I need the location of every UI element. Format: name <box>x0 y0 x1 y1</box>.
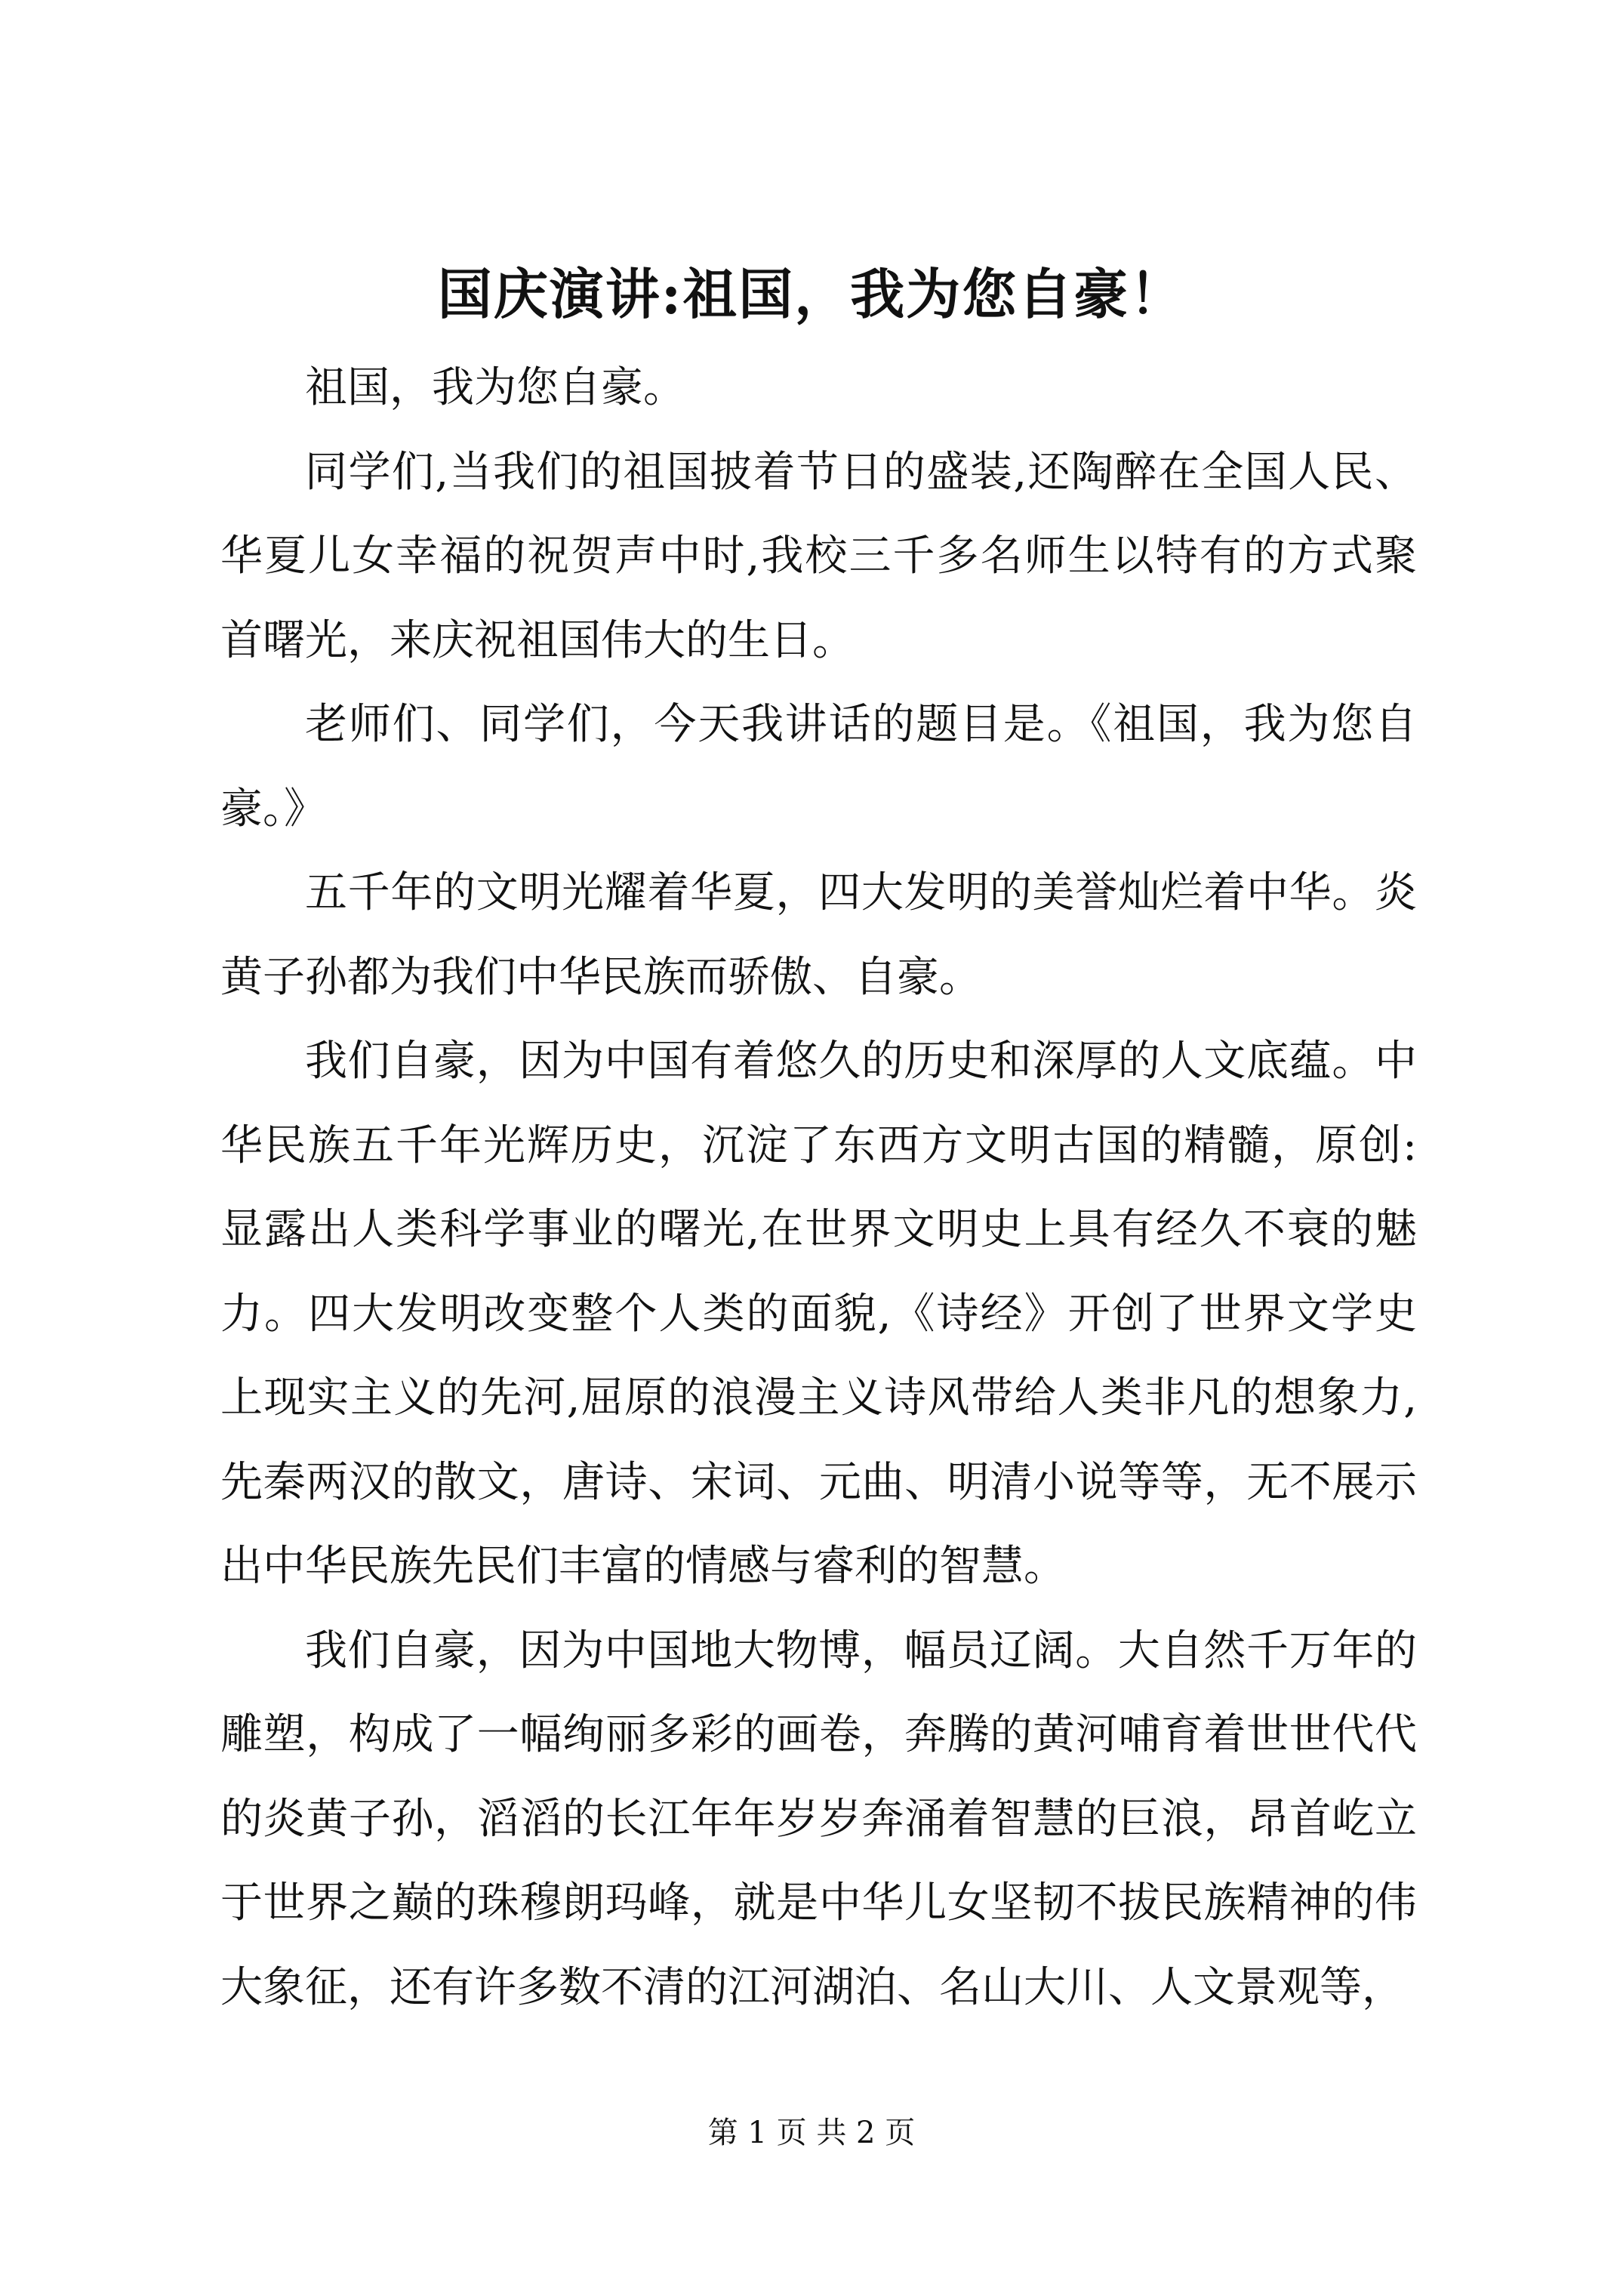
paragraph-1: 祖国，我为您自豪。 <box>305 363 685 412</box>
paragraph-6: 我们自豪，因为中国地大物博，幅员辽阔。大自然千万年的雕塑，构成了一幅绚丽多彩的画卷，奔腾的黄河哺育着世世代代的炎黄子孙，滔滔的长江年年岁岁奔涌着智慧的巨浪，昂首屹立于世界之巅的珠穆朗玛峰，就是中华儿女坚韧不拔民族精神的伟大象征，还有许多数不清的江河湖泊、名山大川、人文景观等， <box>220 1626 1417 2012</box>
page-footer: 第 1 页 共 2 页 <box>707 2116 916 2150</box>
document-body <box>220 346 1417 2029</box>
paragraph-2: 同学们,当我们的祖国披着节日的盛装,还陶醉在全国人民、华夏儿女幸福的祝贺声中时,我校三千多名师生以特有的方式聚首曙光，来庆祝祖国伟大的生日。 <box>220 447 1417 665</box>
paragraph-5: 我们自豪，因为中国有着悠久的历史和深厚的人文底蕴。中华民族五千年光辉历史，沉淀了东西方文明古国的精髓，原创:显露出人类科学事业的曙光,在世界文明史上具有经久不衰的魅力。四大发明改变整个人类的面貌,《诗经》开创了世界文学史上现实主义的先河,屈原的浪漫主义诗风带给人类非凡的想象力,先秦两汉的散文，唐诗、宋词、元曲、明清小说等等，无不展示出中华民族先民们丰富的情感与睿利的智慧。 <box>220 1037 1417 1591</box>
paragraph-3: 老师们、同学们，今天我讲话的题目是。《祖国，我为您自豪。》 <box>220 700 1417 834</box>
document-title: 国庆演讲:祖国，我为您自豪！ <box>437 262 1186 326</box>
paragraph-4: 五千年的文明光耀着华夏，四大发明的美誉灿烂着中华。炎黄子孙都为我们中华民族而骄傲、自豪。 <box>220 868 1417 1002</box>
